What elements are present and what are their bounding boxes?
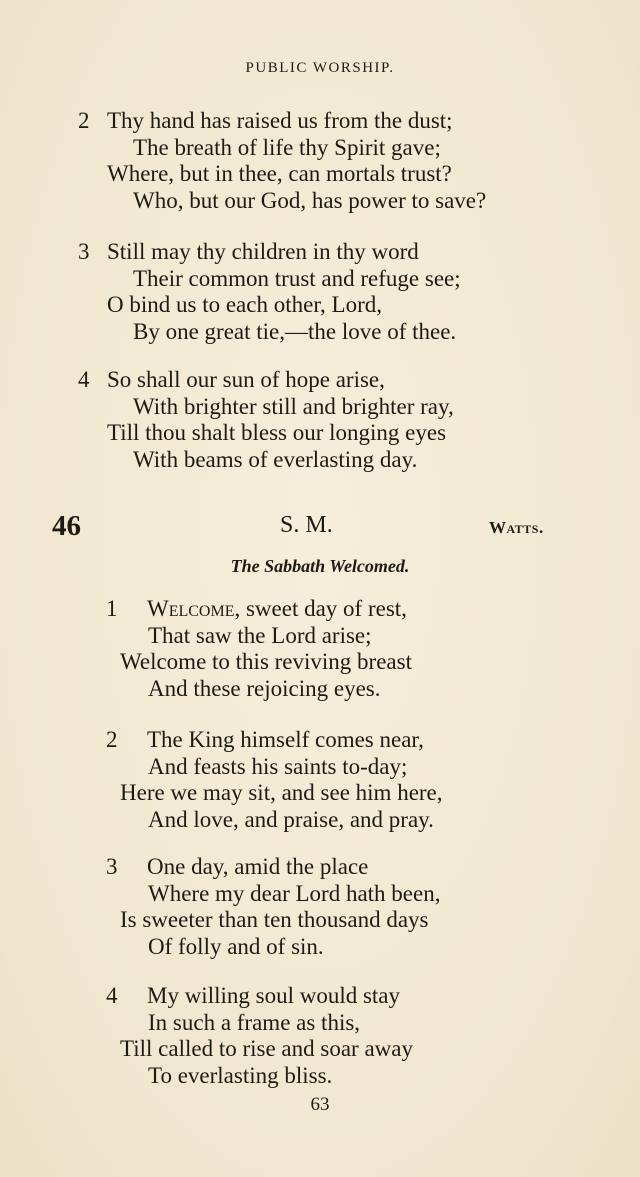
verse-line: [0, 394, 640, 421]
verse-line: [0, 780, 640, 807]
verse-line: [0, 1036, 640, 1063]
verse-line: [0, 649, 640, 676]
page-number: 63: [310, 1094, 330, 1115]
verse-text: The breath of life thy Spirit gave;: [133, 134, 441, 160]
verse-text: One day, amid the place: [147, 854, 369, 879]
hymn-stanza-2: [0, 727, 640, 833]
verse-text: In such a frame as this,: [148, 1009, 361, 1035]
verse-text: Where, but in thee, can mortals trust?: [107, 161, 452, 186]
verse-text: Till called to rise and soar away: [120, 1036, 413, 1061]
verse-line: [0, 623, 640, 650]
hymn-heading: [0, 510, 640, 542]
hymn-title: The Sabbath Welcomed.: [230, 556, 410, 576]
verse-line: [0, 1010, 640, 1037]
stanza-number: 2: [106, 727, 118, 752]
verse-text: Of folly and of sin.: [148, 933, 324, 959]
verse-text: That saw the Lord arise;: [148, 622, 372, 648]
verse-line: [0, 292, 640, 319]
verse-line: [0, 676, 640, 703]
verse-text: The King himself comes near,: [147, 727, 424, 752]
hymn-meter: S. M.: [280, 512, 333, 538]
prev-stanza-2: [0, 108, 640, 214]
verse-text: By one great tie,—the love of thee.: [133, 318, 457, 344]
first-line-rest: sweet day of rest,: [240, 596, 407, 621]
verse-text: Is sweeter than ten thousand days: [120, 907, 429, 932]
hymn-author: Watts.: [489, 518, 544, 537]
verse-text: Welcome to this reviving breast: [120, 649, 412, 674]
verse-text: Here we may sit, and see him here,: [120, 780, 443, 805]
verse-line: [0, 754, 640, 781]
verse-line: [0, 1063, 640, 1090]
stanza-number: 4: [106, 983, 118, 1008]
stanza-number: 2: [78, 108, 90, 133]
stanza-number: 3: [106, 854, 118, 879]
verse-line: [0, 319, 640, 346]
hymn-stanza-3: [0, 854, 640, 960]
verse-line: [0, 907, 640, 934]
verse-text: My willing soul would stay: [147, 983, 401, 1008]
verse-line: [0, 108, 640, 135]
verse-line: [0, 727, 640, 754]
running-header: PUBLIC WORSHIP.: [245, 60, 395, 76]
verse-text: Who, but our God, has power to save?: [133, 187, 487, 213]
verse-text: With brighter still and brighter ray,: [133, 393, 454, 419]
verse-line: [0, 934, 640, 961]
verse-line: [0, 239, 640, 266]
verse-text: O bind us to each other, Lord,: [107, 292, 383, 317]
hymn-number: 46: [52, 510, 81, 542]
prev-stanza-3: [0, 239, 640, 345]
stanza-number: 4: [78, 367, 90, 392]
verse-line: [0, 420, 640, 447]
verse-line: [0, 447, 640, 474]
first-word: Welcome,: [147, 596, 241, 621]
verse-line: [0, 266, 640, 293]
stanza-number: 1: [106, 596, 118, 621]
verse-text: With beams of everlasting day.: [133, 446, 418, 472]
verse-line: [0, 135, 640, 162]
verse-text: Till thou shalt bless our longing eyes: [107, 420, 447, 445]
verse-text: So shall our sun of hope arise,: [107, 367, 385, 392]
verse-text: To everlasting bliss.: [148, 1062, 333, 1088]
verse-text: And these rejoicing eyes.: [148, 675, 381, 701]
hymn-stanza-4: [0, 983, 640, 1089]
verse-text: Where my dear Lord hath been,: [148, 880, 441, 906]
stanza-number: 3: [78, 239, 90, 264]
verse-line: [0, 188, 640, 215]
verse-line: [0, 367, 640, 394]
prev-stanza-4: [0, 367, 640, 473]
verse-line: [0, 807, 640, 834]
verse-line: [0, 854, 640, 881]
hymn-stanza-1: [0, 596, 640, 702]
verse-text: And feasts his saints to-day;: [148, 753, 408, 779]
verse-text: [147, 596, 407, 623]
verse-text: Still may thy children in thy word: [107, 239, 419, 264]
verse-line: [0, 161, 640, 188]
verse-line: [0, 881, 640, 908]
verse-text: Their common trust and refuge see;: [133, 265, 461, 291]
verse-text: Thy hand has raised us from the dust;: [107, 108, 453, 133]
verse-line: [0, 983, 640, 1010]
verse-line: [0, 596, 640, 623]
verse-text: And love, and praise, and pray.: [148, 806, 434, 832]
